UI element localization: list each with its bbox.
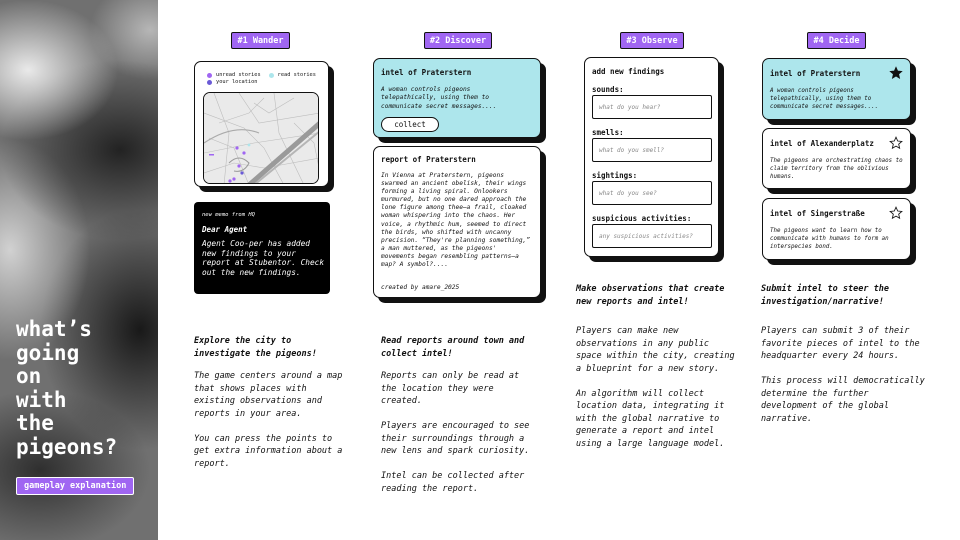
decide-card-title: intel of Alexanderplatz <box>770 139 874 148</box>
wander-paragraph: You can press the points to get extra information about a report. <box>194 433 343 469</box>
intel-card <box>373 58 541 138</box>
decide-description <box>761 325 926 438</box>
unread-story-marker[interactable] <box>242 151 245 154</box>
title-line: what’s <box>16 317 92 341</box>
star-outline-icon[interactable] <box>889 206 903 220</box>
sidebar <box>0 0 158 540</box>
smells-label: smells: <box>592 128 624 137</box>
report-card <box>373 146 541 298</box>
decide-heading: Submit intel to steer the investigation/narrative! <box>761 284 889 307</box>
location-dot-icon <box>207 80 212 85</box>
map-legend <box>207 72 316 86</box>
hq-memo[interactable] <box>194 202 330 294</box>
step-badge-observe: #3 Observe <box>620 32 684 49</box>
page-title <box>16 318 117 459</box>
star-outline-icon[interactable] <box>889 136 903 150</box>
title-line: going <box>16 340 80 365</box>
decide-card-title: intel of Praterstern <box>770 69 861 78</box>
memo-body: Agent Coo-per has added new findings to your report at Stubentor. Check out the new findings. <box>202 239 325 277</box>
observe-paragraph: Players can make new observations in any public space within the city, creating a blueprint for a new story. <box>576 326 735 374</box>
decide-card-text: The pigeons are orchestrating chaos to claim territory from the oblivious humans. <box>770 158 903 180</box>
unread-story-marker[interactable] <box>232 177 235 180</box>
sounds-label: sounds: <box>592 85 624 94</box>
wander-heading: Explore the city to investigate the pigeons! <box>194 336 317 359</box>
title-line: pigeons? <box>16 434 118 459</box>
sightings-input[interactable]: what do you see? <box>592 181 712 205</box>
unread-story-marker[interactable] <box>235 146 238 149</box>
intel-text: A woman controls pigeons telepathically, using them to communicate secret messages.... <box>381 86 497 110</box>
smells-input[interactable]: what do you smell? <box>592 138 712 162</box>
discover-paragraph: Players are encouraged to see their surroundings through a new lens and spark curiosity. <box>381 421 530 456</box>
step-badge-wander: #1 Wander <box>231 32 290 49</box>
report-credit: created by amare_2025 <box>381 284 460 291</box>
legend-read: read stories <box>277 72 316 78</box>
observe-heading: Make observations that create new reports and intel! <box>576 284 725 307</box>
decide-card-alexanderplatz[interactable] <box>762 128 911 189</box>
decide-card-singerstrasse[interactable] <box>762 198 911 260</box>
unread-story-marker[interactable] <box>209 154 214 156</box>
step-badge-discover: #2 Discover <box>424 32 492 49</box>
findings-form <box>584 57 719 257</box>
observe-description <box>576 325 736 463</box>
decide-card-praterstern[interactable] <box>762 58 911 120</box>
legend-unread: unread stories <box>216 72 261 78</box>
intel-title: intel of Praterstern <box>381 68 472 77</box>
sounds-input[interactable]: what do you hear? <box>592 95 712 119</box>
title-line: on <box>16 364 42 388</box>
map-graphic <box>204 93 319 184</box>
unread-dot-icon <box>207 73 212 78</box>
read-dot-icon <box>269 73 274 78</box>
observe-paragraph: An algorithm will collect location data, integrating it with the global narrative to generate a report and intel using a large language model. <box>576 388 725 449</box>
report-title: report of Praterstern <box>381 155 476 164</box>
suspicious-label: suspicious activities: <box>592 214 692 223</box>
star-filled-icon[interactable] <box>889 66 903 80</box>
wander-description <box>194 370 344 483</box>
gameplay-badge: gameplay explanation <box>16 477 134 495</box>
wander-paragraph: The game centers around a map that shows places with existing observations and reports in your area. <box>194 371 343 419</box>
unread-story-marker[interactable] <box>228 179 231 182</box>
read-story-marker[interactable] <box>248 144 251 147</box>
map-card <box>194 61 329 187</box>
legend-location: your location <box>216 79 258 85</box>
collect-button[interactable]: collect <box>381 117 439 132</box>
title-line: the <box>16 411 54 435</box>
decide-card-text: The pigeons want to learn how to communicate with humans to form an interspecies bond. <box>770 228 889 250</box>
sightings-label: sightings: <box>592 171 638 180</box>
discover-heading: Read reports around town and collect intel! <box>381 336 525 359</box>
decide-paragraph: Players can submit 3 of their favorite pieces of intel to the headquarter every 24 hours. <box>761 326 920 361</box>
memo-title: Dear Agent <box>202 225 248 234</box>
location-marker <box>240 171 243 174</box>
suspicious-input[interactable]: any suspicious activities? <box>592 224 712 248</box>
discover-description <box>381 370 539 508</box>
unread-story-marker[interactable] <box>237 164 240 167</box>
findings-title: add new findings <box>592 67 665 76</box>
memo-label: new memo from HQ <box>202 212 255 218</box>
city-map[interactable] <box>203 92 319 184</box>
discover-paragraph: Reports can only be read at the location they were created. <box>381 371 520 406</box>
decide-card-text: A woman controls pigeons telepathically, using them to communicate secret messages.... <box>770 88 879 110</box>
report-text: In Vienna at Praterstern, pigeons swarmed an ancient obelisk, their wings forming a living spiral. Onlookers murmured, but no one dared approach the lone figure among thee—a frail, cloaked woman whispering into the chaos. Her voice, a rhythmic hum, seemed to direct the birds, who shifted with uncanny precision. “They're planning something,” a man muttered, as the pigeons' movements began resembling patterns—a map? A symbol?.... <box>381 172 531 269</box>
title-line: with <box>16 387 67 412</box>
discover-paragraph: Intel can be collected after reading the report. <box>381 471 525 494</box>
decide-card-title: intel of Singerstraße <box>770 209 865 218</box>
step-badge-decide: #4 Decide <box>807 32 866 49</box>
decide-paragraph: This process will democratically determine the further development of the global narrative. <box>761 376 925 424</box>
